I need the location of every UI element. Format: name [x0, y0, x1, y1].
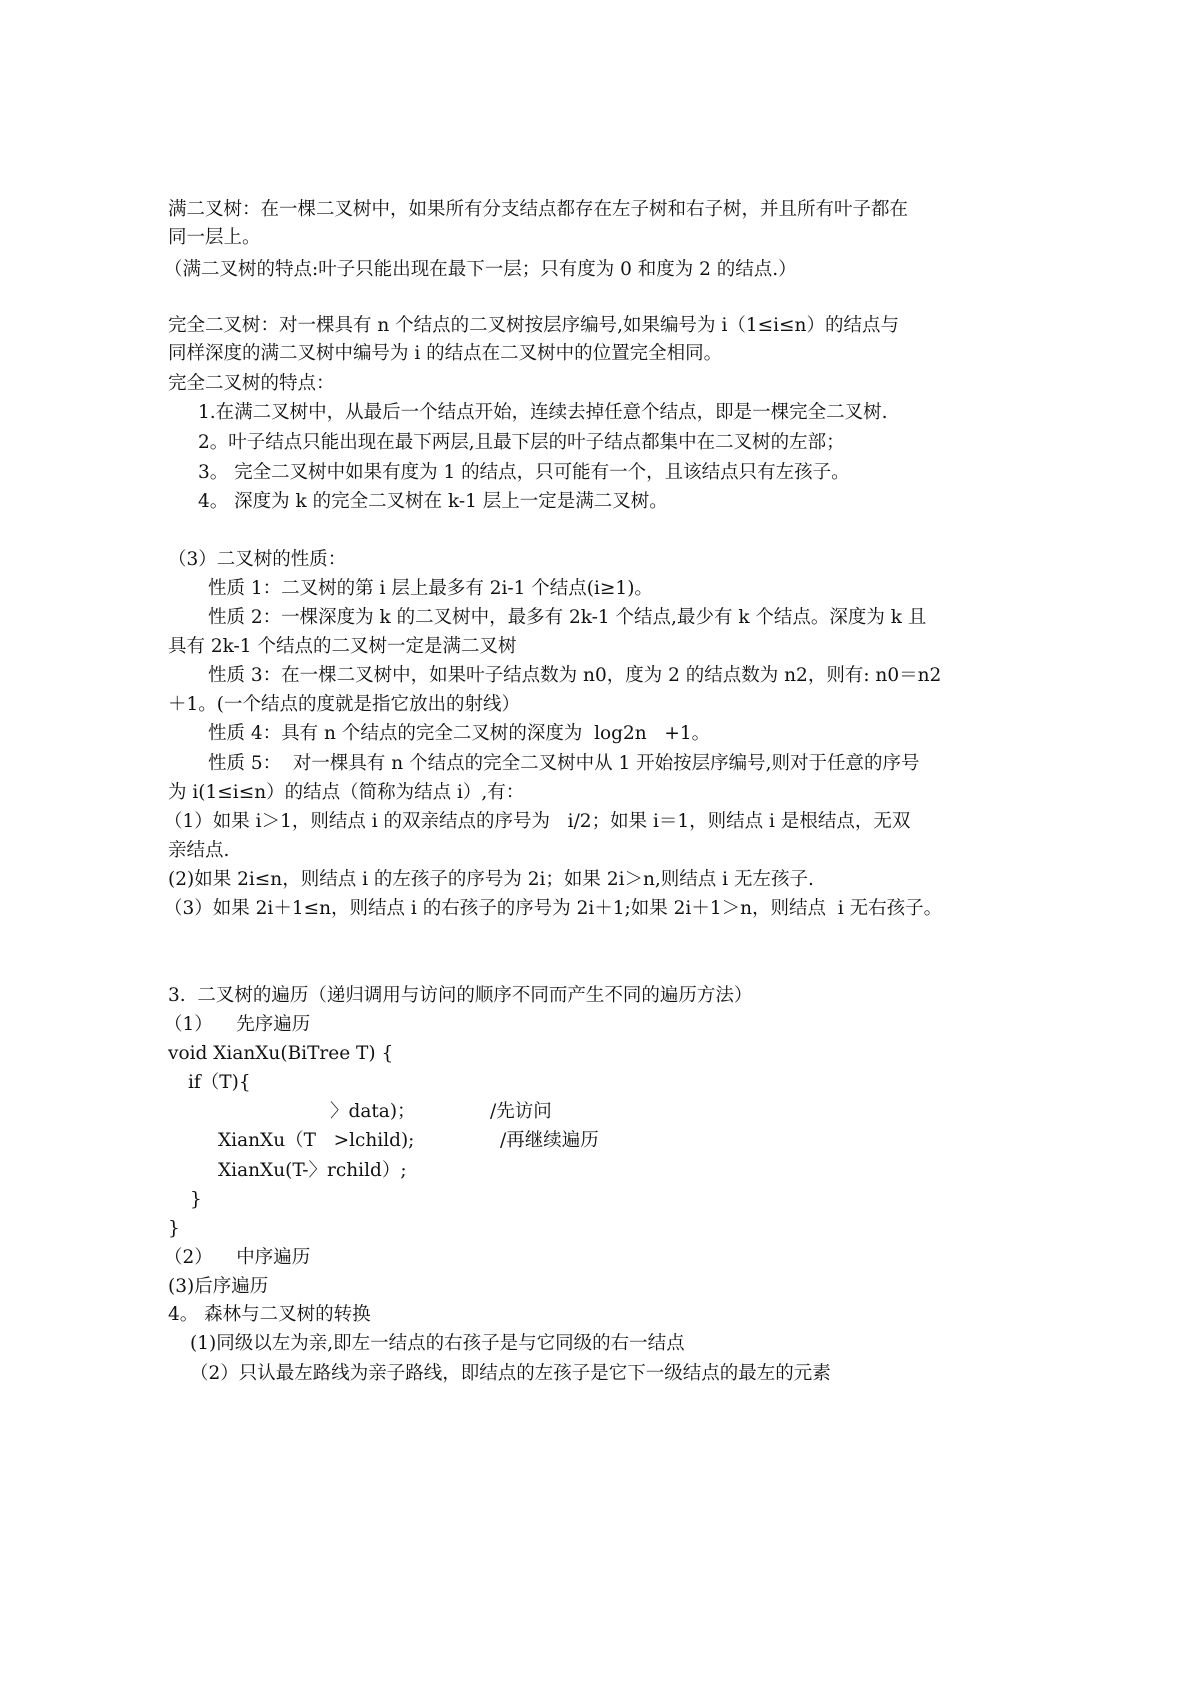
property-4: 性质 4：具有 n 个结点的完全二叉树的深度为 log2n +1。 — [208, 723, 711, 744]
full-binary-tree-definition-line1: 满二叉树：在一棵二叉树中，如果所有分支结点都存在左子树和右子树，并且所有叶子都在 — [168, 199, 909, 220]
property-2-line1: 性质 2：一棵深度为 k 的二叉树中，最多有 2k-1 个结点,最少有 k 个结点。深度为 k 且 — [208, 607, 927, 628]
property-5-sub2: (2)如果 2i≤n，则结点 i 的左孩子的序号为 2i；如果 2i＞n,则结点 i 无左孩子. — [168, 869, 814, 890]
preorder-label: （1） 先序遍历 — [164, 1014, 311, 1035]
property-3-line1: 性质 3：在一棵二叉树中，如果叶子结点数为 n0，度为 2 的结点数为 n2，则有: n0＝n2 — [208, 665, 942, 686]
complete-binary-tree-feature-1: 1.在满二叉树中，从最后一个结点开始，连续去掉任意个结点，即是一棵完全二叉树. — [198, 402, 888, 423]
property-3-line2: ＋1。(一个结点的度就是指它放出的射线） — [168, 694, 520, 715]
complete-binary-tree-definition-line1: 完全二叉树：对一棵具有 n 个结点的二叉树按层序编号,如果编号为 i（1≤i≤n）的结点与 — [168, 315, 899, 336]
code-line-3-comment: /先访问 — [490, 1101, 552, 1122]
complete-binary-tree-feature-4: 4。 深度为 k 的完全二叉树在 k-1 层上一定是满二叉树。 — [198, 491, 668, 512]
inorder-label: （2） 中序遍历 — [164, 1247, 311, 1268]
code-line-4-comment: /再继续遍历 — [500, 1130, 599, 1151]
complete-binary-tree-definition-line2: 同样深度的满二叉树中编号为 i 的结点在二叉树中的位置完全相同。 — [168, 343, 723, 364]
code-line-5: XianXu(T-〉rchild）; — [218, 1160, 407, 1181]
code-line-3: 〉data)； — [330, 1101, 416, 1122]
code-line-2: if（T){ — [188, 1072, 251, 1093]
full-binary-tree-feature: （满二叉树的特点:叶子只能出现在最下一层；只有度为 0 和度为 2 的结点.） — [164, 259, 797, 280]
property-1: 性质 1：二叉树的第 i 层上最多有 2i-1 个结点(i≥1)。 — [208, 578, 653, 599]
postorder-label: (3)后序遍历 — [168, 1276, 269, 1297]
complete-binary-tree-features-heading: 完全二叉树的特点： — [168, 373, 335, 394]
code-line-7: } — [168, 1218, 180, 1239]
property-5-line2: 为 i(1≤i≤n）的结点（简称为结点 i）,有： — [168, 782, 525, 803]
property-5-sub1-line1: （1）如果 i＞1，则结点 i 的双亲结点的序号为 i/2；如果 i＝1，则结点 i 是根结点，无双 — [164, 811, 911, 832]
code-line-4: XianXu（T >lchild); — [218, 1130, 415, 1151]
property-5-line1: 性质 5： 对一棵具有 n 个结点的完全二叉树中从 1 开始按层序编号,则对于任意的序号 — [208, 753, 920, 774]
complete-binary-tree-feature-2: 2。叶子结点只能出现在最下两层,且最下层的叶子结点都集中在二叉树的左部； — [198, 432, 845, 453]
forest-conversion-rule-2: （2）只认最左路线为亲子路线，即结点的左孩子是它下一级结点的最左的元素 — [190, 1363, 831, 1384]
full-binary-tree-definition-line2: 同一层上。 — [168, 227, 261, 248]
property-5-sub3: （3）如果 2i＋1≤n，则结点 i 的右孩子的序号为 2i＋1;如果 2i＋1＞n，则结点 i 无右孩子。 — [164, 898, 943, 919]
property-2-line2: 具有 2k-1 个结点的二叉树一定是满二叉树 — [168, 636, 517, 657]
complete-binary-tree-feature-3: 3。 完全二叉树中如果有度为 1 的结点，只可能有一个，且该结点只有左孩子。 — [198, 462, 850, 483]
forest-conversion-rule-1: (1)同级以左为亲,即左一结点的右孩子是与它同级的右一结点 — [190, 1333, 685, 1354]
code-line-6: } — [190, 1189, 202, 1210]
traversal-heading: 3. 二叉树的遍历（递归调用与访问的顺序不同而产生不同的遍历方法） — [168, 985, 753, 1006]
code-line-1: void XianXu(BiTree T) { — [168, 1043, 394, 1064]
properties-heading: （3）二叉树的性质： — [168, 549, 347, 570]
forest-conversion-heading: 4。 森林与二叉树的转换 — [168, 1304, 371, 1325]
property-5-sub1-line2: 亲结点. — [168, 840, 230, 861]
